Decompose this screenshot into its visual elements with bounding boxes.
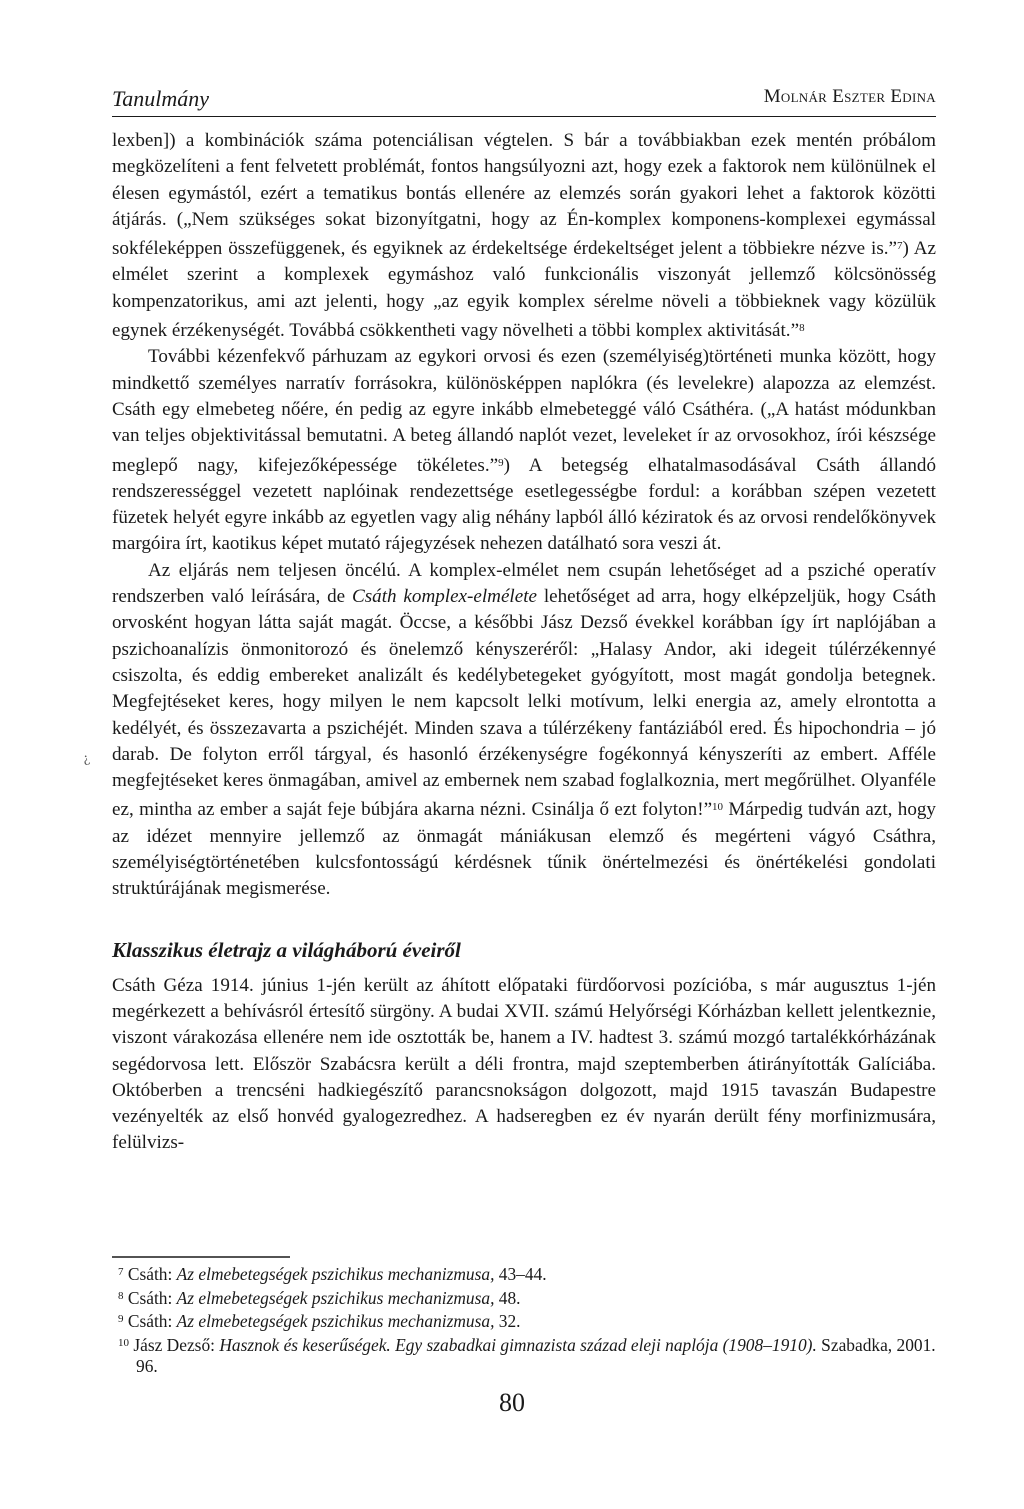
italic-title: Az elmebetegségek pszichikus mechanizmusa, xyxy=(176,1311,495,1331)
text-run: ) Az elmélet szerint a komplexek egymáshoz való funkcionális viszonyát jellemző kölcsönösség kompenzatorikus, ami azt jelenti, hogy „az egyik komplex sérelme növeli a többieknek vagy közülük egynek érzékenységét. Továbbá csökkentheti vagy növelheti a többi komplex aktivitását.” xyxy=(112,238,937,342)
section-label: Tanulmány xyxy=(112,86,209,111)
header-rule xyxy=(112,116,936,117)
footnote-9 xyxy=(112,1309,936,1333)
note-ref: 7 xyxy=(897,240,903,253)
page-number: 80 xyxy=(499,1388,525,1417)
running-header xyxy=(112,82,936,114)
footnote-number: 10 xyxy=(118,1336,129,1349)
text-run: Csáth: xyxy=(127,1264,177,1284)
note-ref: 9 xyxy=(498,456,504,469)
text-run: Jász Dezső: xyxy=(133,1334,220,1355)
margin-mark: ¿ xyxy=(81,750,91,767)
body-text xyxy=(112,128,936,1157)
text-run: Az eljárás nem teljesen öncélú. A komplex-elmélet nem csupán lehetőséget ad a psziché operatív rendszerben való leírására, de xyxy=(112,559,936,608)
footnote-rule xyxy=(112,1256,292,1259)
italic-title: Az elmebetegségek pszichikus mechanizmusa, xyxy=(176,1264,495,1284)
text-run: Márpedig tudván azt, hogy az idézet mennyire jellemző az önmagát mániákusan elemző és megérteni vágyó Csáthra, személyiségtörténetében kulcsfontosságú kérdésnek tűnik önértelmezési és önértékelési gondolati struktúrájának megismerése. xyxy=(112,799,936,900)
note-ref: 10 xyxy=(712,801,724,814)
text-run: További kézenfekvő párhuzam az egykori orvosi és ezen (személyiség)történeti munka között, hogy mindkettő személyes narratív forrásokra, különösképpen naplókra (és levelekre) alapozza az elemzést. Csáth egy elmebeteg nőére, én pedig az egyre inkább elmebeteggé váló Csáthéra. („A hatást módunkban van teljes objektivitással bemutatni. A beteg állandó naplót vezet, leveleket ír az orvosokhoz, írói készsége meglepő nagy, kifejezőképessége tökéletes.” xyxy=(112,346,936,476)
paragraph-3 xyxy=(112,558,936,903)
footnote-7 xyxy=(112,1262,936,1286)
footnote-number: 8 xyxy=(118,1289,124,1302)
author-name: Molnár Eszter Edina xyxy=(763,86,936,107)
note-ref: 8 xyxy=(799,322,805,335)
text-run: 48. xyxy=(494,1287,521,1308)
text-run: lehetőséget ad arra, hogy elképzeljük, hogy Csáth orvosként hogyan látta saját magát. Öccse, a későbbi Jász Dezső évekkel korábban így írt naplójában a pszichoanalízis önmonitorozó és önelemző kényszeréről: „Halasy Andor, aki idegeit túlérzékennyé csiszolta, és eddig embereket analizált és kedélybetegeket gyógyított, most magát gondolja betegnek. Megfejtéseket keres, hogy milyen le nem kapcsolt lelki motívum, lelki energia az, amely elrontotta a kedélyét, és összezavarta a pszichéjét. Minden szava a túlérzékeny fantáziából ered. És hipochondria – jó darab. De folyton erről tárgyal, és hasonló érzékenységre fogékonnyá kényszeríti az embert. Afféle megfejtéseket keres önmagában, amivel az embernek nem szabad foglalkoznia, mert megőrülhet. Olyanféle ez, mintha az ember a saját feje búbjára akarna nézni. Csinálja ő ezt folyton!” xyxy=(112,586,936,821)
text-run: 32. xyxy=(494,1311,521,1331)
footnote-number: 7 xyxy=(118,1266,124,1278)
text-run: Csáth: xyxy=(127,1311,177,1331)
text-run: ) A betegség elhatalmasodásával Csáth állandó rendszerességgel vezetett naplóinak rendezettsége esetlegességbe fordul: a korábban szépen vezetett füzetek helyét egyre inkább az egyetlen vagy alig néhány lapból álló kéziratok és az orvosi rendelőkönyvek margóira írt, kaotikus képet mutató rájegyzések nehezen datálható sora veszi át. xyxy=(112,454,937,555)
text-run: lexben]) a kombinációk száma potenciálisan végtelen. S bár a továbbiakban ezek mentén próbálom megközelíteni a fent felvetett problémát, fontos hangsúlyozni azt, hogy ezek a faktorok nem különülnek el élesen egymástól, ezért a tematikus bontás ellenére az elemzés során gyakori lehet a faktorok közötti átjárás. („Nem szükséges sokat bizonyítgatni, hogy az Én-komplex komponens-komplexei egymással sokféleképpen összefüggenek, és egyiknek az érdekeltsége érdekeltséget jelent a többiekre nézve is.” xyxy=(112,130,936,260)
italic-title: Hasznok és keserűségek. Egy szabadkai gimnazista század eleji naplója (1908–1910). xyxy=(219,1334,817,1355)
paragraph-2 xyxy=(112,344,936,557)
italic-title: Az elmebetegségek pszichikus mechanizmusa, xyxy=(176,1287,495,1308)
italic-title: Csáth komplex-elmélete xyxy=(352,586,537,608)
section-heading: Klasszikus életrajz a világháború éveiről xyxy=(112,937,461,962)
text-run: 43–44. xyxy=(494,1264,547,1284)
footnote-number: 9 xyxy=(118,1313,124,1325)
footnote-10 xyxy=(112,1333,936,1378)
text-run: Szabadka, 2001. 96. xyxy=(136,1334,936,1376)
footnotes xyxy=(112,1262,936,1378)
text-run: Csáth: xyxy=(127,1287,177,1308)
paragraph-4: Csáth Géza 1914. június 1-jén került az áhított előpataki fürdőorvosi pozícióba, s már augusztus 1-jén megérkezett a behívásról értesítő sürgöny. A budai XVII. számú Helyőrségi Kórházban kellett jelentkeznie, viszont várakozása ellenére nem ide osztották be, hanem a IV. hadtest 3. számú mozgó tartalékkórházának segédorvosa lett. Először Szabácsra került a déli frontra, majd szeptemberben átirányították Galíciába. Októberben a trencséni hadkiegészítő parancsnokságon dolgozott, majd 1915 tavaszán Budapestre vezényelték az első honvéd gyalogezredhez. A hadseregben ez év nyarán derült fény morfinizmusára, felülvizs- xyxy=(112,974,936,1154)
paragraph-1 xyxy=(112,128,936,344)
footnote-8 xyxy=(112,1286,936,1310)
